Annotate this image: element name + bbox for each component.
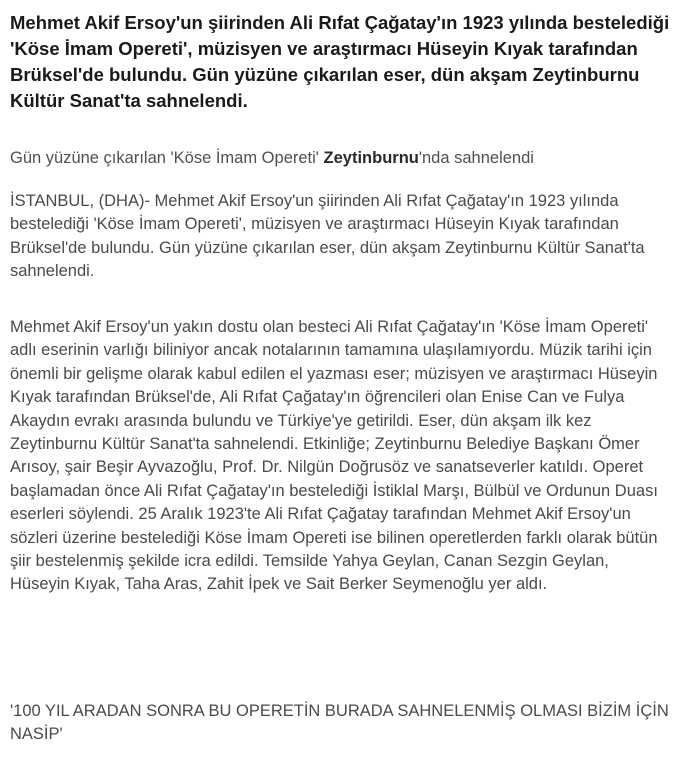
caption-text-start: Gün yüzüne çıkarılan 'Köse İmam Opereti' <box>10 149 324 167</box>
article-caption <box>10 146 534 170</box>
article-paragraph-body: Mehmet Akif Ersoy'un yakın dostu olan besteci Ali Rıfat Çağatay'ın 'Köse İmam Opereti' adlı eserinin varlığı biliniyor ancak notalarının tamamına ulaşılamıyordu. Müzik tarihi için önemli bir gelişme olarak kabul edilen el yazması eser; müzisyen ve araştırmacı Hüseyin Kıyak tarafından Brüksel'de, Ali Rıfat Çağatay'ın öğrencileri olan Enise Can ve Fulya Akaydın evrakı arasında bulundu ve Türkiye'ye getirildi. Eser, dün akşam ilk kez Zeytinburnu Kültür Sanat'ta sahnelendi. Etkinliğe; Zeytinburnu Belediye Başkanı Ömer Arısoy, şair Beşir Ayvazoğlu, Prof. Dr. Nilgün Doğrusöz ve sanatseverler katıldı. Operet başlamadan önce Ali Rıfat Çağatay'ın bestelediği İstiklal Marşı, Bülbül ve Ordunun Duası eserleri söylendi. 25 Aralık 1923'te Ali Rıfat Çağatay tarafından Mehmet Akif Ersoy'un sözleri üzerine bestelediği Köse İmam Opereti ise bilinen operetlerden farklı olarak bütün şiir bestelenmiş şekilde icra edildi. Temsilde Yahya Geylan, Canan Sezgin Geylan, Hüseyin Kıyak, Taha Aras, Zahit İpek ve Sait Berker Seymenoğlu yer aldı. <box>10 318 658 594</box>
article-lead: Mehmet Akif Ersoy'un şiirinden Ali Rıfat Çağatay'ın 1923 yılında bestelediği 'Köse İmam Opereti', müzisyen ve araştırmacı Hüseyin Kıyak tarafından Brüksel'de bulundu. Gün yüzüne çıkarılan eser, dün akşam Zeytinburnu Kültür Sanat'ta sahnelendi. <box>10 12 670 111</box>
caption-highlight: Zeytinburnu <box>323 149 419 167</box>
caption-text-end: 'nda sahnelendi <box>418 149 534 167</box>
article-subheading: '100 YIL ARADAN SONRA BU OPERETİN BURADA SAHNELENMİŞ OLMASI BİZİM İÇİN NASİP' <box>10 702 669 744</box>
article-paragraph-intro: İSTANBUL, (DHA)- Mehmet Akif Ersoy'un şiirinden Ali Rıfat Çağatay'ın 1923 yılında bestelediği 'Köse İmam Opereti', müzisyen ve araştırmacı Hüseyin Kıyak tarafından Brüksel'de bulundu. Gün yüzüne çıkarılan eser, dün akşam Zeytinburnu Kültür Sanat'ta sahnelendi. <box>10 192 645 281</box>
news-article <box>10 10 675 744</box>
